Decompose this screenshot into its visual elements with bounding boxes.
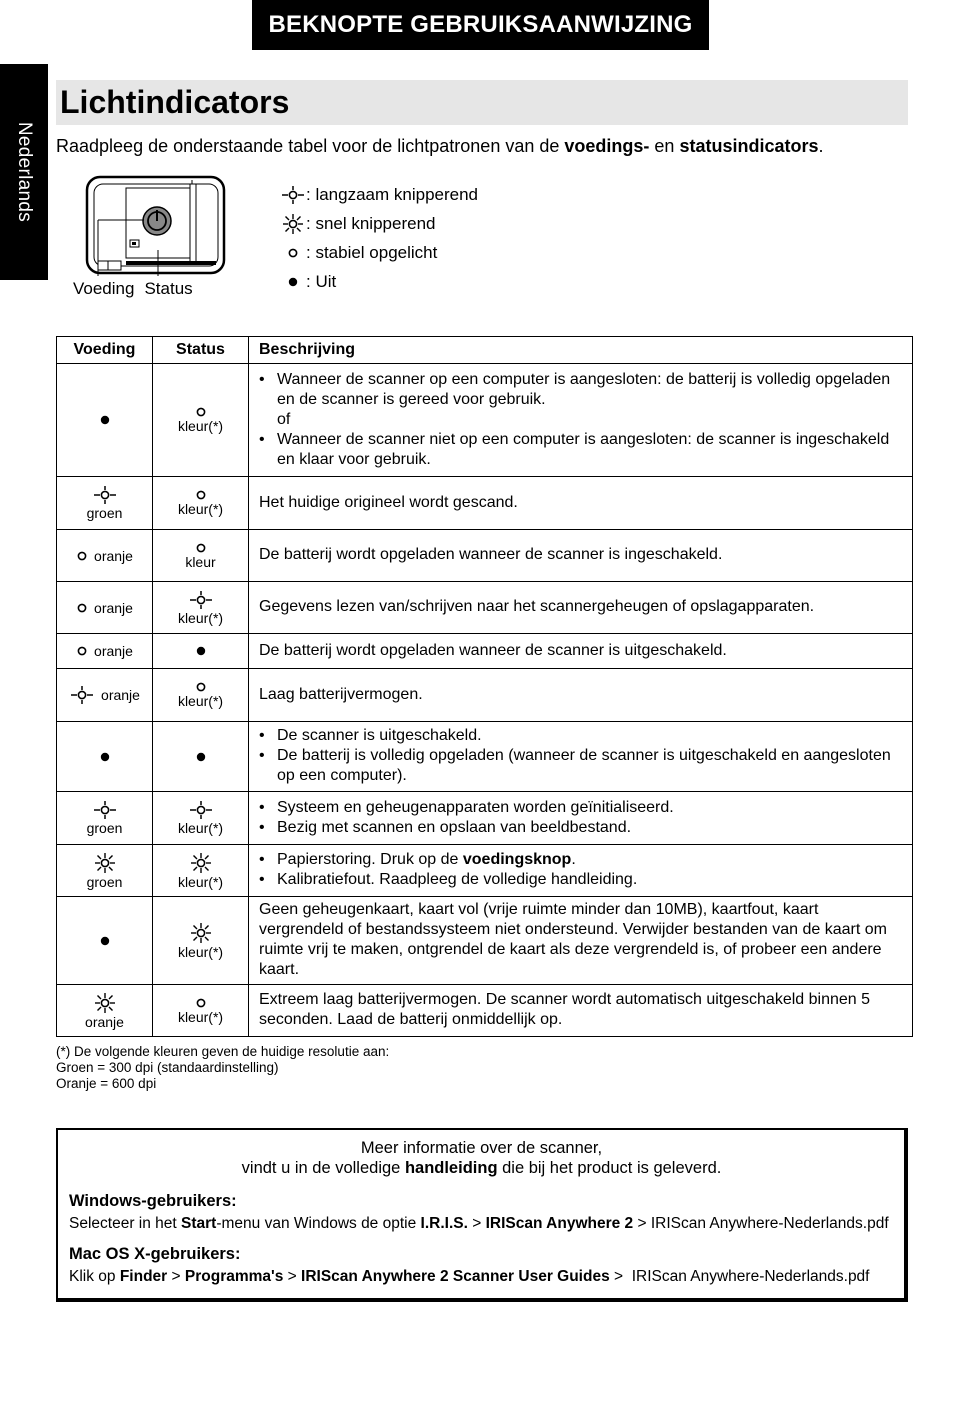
status-label: kleur(*) [177, 609, 224, 626]
intro-bold-power: voedings- [564, 136, 650, 156]
intro-text [56, 136, 824, 157]
slow-blink-icon [69, 685, 95, 705]
mac-path: Klik op Finder > Programma's > IRIScan Anywhere 2 Scanner User Guides > IRIScan Anywhere-Nederlands.pdf [69, 1268, 870, 1285]
status-cell [153, 582, 249, 634]
table-row [57, 634, 913, 669]
description-bullet: Systeem en geheugenapparaten worden geïnitialiseerd. [277, 798, 674, 816]
status-label: kleur(*) [177, 873, 224, 890]
table-header-row [57, 337, 913, 364]
description-cell: De batterij wordt opgeladen wanneer de scanner is uitgeschakeld. [249, 634, 913, 669]
description-bullet: Kalibratiefout. Raadpleeg de volledige handleiding. [277, 871, 638, 888]
intro-after: . [818, 136, 824, 156]
footnote-line: Groen = 300 dpi (standaardinstelling) [56, 1060, 279, 1075]
status-label: kleur(*) [177, 693, 224, 709]
steady-on-icon [195, 489, 207, 501]
status-cell [153, 634, 249, 669]
status-label: kleur(*) [177, 820, 224, 836]
more-info-box [56, 1128, 908, 1302]
column-header-status: Status [153, 337, 249, 364]
power-cell [57, 897, 153, 985]
page-header-banner [252, 0, 709, 50]
off-icon [195, 645, 207, 657]
status-cell [153, 722, 249, 792]
description-bullet: Papierstoring. Druk op de [277, 851, 463, 868]
light-legend [280, 180, 478, 296]
power-label: oranje [101, 687, 140, 703]
slow-blink-icon [92, 485, 118, 505]
power-cell [57, 722, 153, 792]
description-cell: Geen geheugenkaart, kaart vol (vrije ruimte minder dan 10MB), kaartfout, kaart vergrendeld of bestandssysteem niet ondersteund. Verwijder bestanden van de kaart om ruimte vrij te maken, ontgrendel de kaart als deze vergrendeld is, of probeer een andere kaart. [249, 897, 913, 985]
side-tab-label: Nederlands [14, 121, 35, 223]
steady-on-icon [280, 247, 306, 259]
status-label: kleur [185, 553, 216, 570]
table-row [57, 985, 913, 1037]
description-cell: • Systeem en geheugenapparaten worden geïnitialiseerd. • Bezig met scannen en opslaan van beeldbestand. [249, 792, 913, 845]
legend-text: : langzaam knipperend [306, 184, 479, 204]
power-label: groen [86, 873, 123, 890]
legend-item [280, 267, 478, 296]
section-title [56, 80, 908, 125]
power-button-term: voedingsknop [462, 851, 572, 868]
status-cell [153, 985, 249, 1037]
table-row [57, 530, 913, 582]
power-cell [57, 582, 153, 634]
description-bullet: Wanneer de scanner niet op een computer is aangesloten: de scanner is ingeschakeld en klaar voor gebruik. [277, 430, 890, 468]
footnote-line: Oranje = 600 dpi [56, 1076, 157, 1091]
description-cell: Laag batterijvermogen. [249, 669, 913, 722]
status-cell [153, 792, 249, 845]
legend-text: : stabiel opgelicht [306, 242, 438, 262]
info-line2-after: die bij het product is geleverd. [497, 1159, 722, 1177]
description-cell: Gegevens lezen van/schrijven naar het scannergeheugen of opslagapparaten. [249, 582, 913, 634]
table-row [57, 722, 913, 792]
scanner-figure-caption [73, 279, 193, 299]
off-icon [195, 751, 207, 763]
steady-on-icon [195, 997, 207, 1009]
power-cell [57, 477, 153, 530]
fast-blink-icon [189, 852, 213, 874]
legend-text: : Uit [306, 271, 337, 291]
description-cell: Extreem laag batterijvermogen. De scanner wordt automatisch uitgeschakeld binnen 5 seconden. Laad de batterij onmiddellijk op. [249, 985, 913, 1037]
section-title-text: Lichtindicators [60, 84, 290, 120]
table-row [57, 364, 913, 477]
info-line2-before: vindt u in de volledige [241, 1159, 405, 1177]
legend-text: : snel knipperend [306, 213, 436, 233]
color-footnote [56, 1044, 389, 1092]
steady-on-icon [76, 645, 88, 657]
slow-blink-icon [188, 800, 214, 820]
description-cell: Het huidige origineel wordt gescand. [249, 477, 913, 530]
power-label: oranje [94, 643, 133, 659]
status-cell [153, 530, 249, 582]
steady-on-icon [76, 602, 88, 614]
slow-blink-icon [92, 800, 118, 820]
power-cell [57, 364, 153, 477]
slow-blink-icon [188, 590, 214, 610]
info-manual-term: handleiding [404, 1159, 498, 1177]
steady-on-icon [195, 406, 207, 418]
figure-label-status: Status [144, 279, 193, 298]
column-header-description: Beschrijving [249, 337, 913, 364]
column-header-power: Voeding [57, 337, 153, 364]
table-row [57, 669, 913, 722]
fast-blink-icon [93, 992, 117, 1014]
header-title: BEKNOPTE GEBRUIKSAANWIJZING [268, 11, 693, 38]
power-cell [57, 669, 153, 722]
power-label: groen [86, 505, 123, 521]
description-cell: De batterij wordt opgeladen wanneer de scanner is ingeschakeld. [249, 530, 913, 582]
power-cell [57, 792, 153, 845]
intro-before: Raadpleeg de onderstaande tabel voor de lichtpatronen van de [56, 136, 565, 156]
table-row [57, 792, 913, 845]
figure-label-power: Voeding [73, 279, 135, 298]
description-or: of [277, 410, 291, 428]
description-cell: • Wanneer de scanner op een computer is aangesloten: de batterij is volledig opgeladen en de scanner is gereed voor gebruik. of • Wanneer de scanner niet op een computer is aangesloten: de scanner is ingeschakeld en klaar voor gebruik. [249, 364, 913, 477]
legend-item [280, 238, 478, 267]
power-label: oranje [85, 1013, 124, 1030]
power-cell [57, 530, 153, 582]
fast-blink-icon [189, 922, 213, 944]
legend-item [280, 180, 478, 209]
power-cell [57, 845, 153, 897]
description-bullet: Bezig met scannen en opslaan van beeldbestand. [277, 818, 632, 836]
steady-on-icon [195, 681, 207, 693]
off-icon [99, 935, 111, 947]
description-bullet: De batterij is volledig opgeladen (wanneer de scanner is uitgeschakeld en aangesloten op een computer). [277, 747, 891, 784]
table-row [57, 582, 913, 634]
status-cell [153, 477, 249, 530]
description-cell: • De scanner is uitgeschakeld. • De batterij is volledig opgeladen (wanneer de scanner is uitgeschakeld en aangesloten op een computer). [249, 722, 913, 792]
power-label: oranje [94, 547, 133, 564]
windows-path: Selecteer in het Start-menu van Windows de optie I.R.I.S. > IRIScan Anywhere 2 > IRIScan Anywhere-Nederlands.pdf [69, 1215, 889, 1232]
intro-bold-status: statusindicators [679, 136, 819, 156]
legend-item [280, 209, 478, 238]
light-indicator-table [56, 336, 913, 1037]
description-cell: • Papierstoring. Druk op de voedingsknop. • Kalibratiefout. Raadpleeg de volledige handleiding. [249, 845, 913, 897]
language-side-tab [0, 64, 48, 280]
status-cell [153, 897, 249, 985]
mac-heading: Mac OS X-gebruikers: [69, 1245, 241, 1263]
steady-on-icon [195, 542, 207, 554]
status-cell [153, 364, 249, 477]
status-cell [153, 669, 249, 722]
off-icon [99, 751, 111, 763]
info-line1: Meer informatie over de scanner, [360, 1139, 603, 1157]
table-row [57, 477, 913, 530]
description-bullet: Wanneer de scanner op een computer is aangesloten: de batterij is volledig opgeladen en de scanner is gereed voor gebruik. [277, 370, 891, 408]
status-label: kleur(*) [177, 1008, 224, 1025]
slow-blink-icon [280, 185, 306, 205]
description-bullet: De scanner is uitgeschakeld. [277, 727, 482, 744]
status-cell [153, 845, 249, 897]
fast-blink-icon [93, 852, 117, 874]
status-label: kleur(*) [177, 418, 224, 434]
intro-middle: en [649, 136, 680, 156]
footnote-line: (*) De volgende kleuren geven de huidige resolutie aan: [56, 1044, 390, 1059]
fast-blink-icon [280, 213, 306, 235]
status-label: kleur(*) [177, 501, 224, 517]
table-row [57, 845, 913, 897]
power-label: groen [86, 820, 123, 836]
off-icon [99, 414, 111, 426]
power-cell [57, 634, 153, 669]
info-intro [69, 1138, 894, 1178]
steady-on-icon [76, 550, 88, 562]
power-label: oranje [94, 599, 133, 616]
status-label: kleur(*) [177, 943, 224, 960]
windows-heading: Windows-gebruikers: [69, 1192, 237, 1210]
description-punct: . [571, 851, 576, 868]
table-row [57, 897, 913, 985]
off-icon [280, 276, 306, 288]
power-cell [57, 985, 153, 1037]
